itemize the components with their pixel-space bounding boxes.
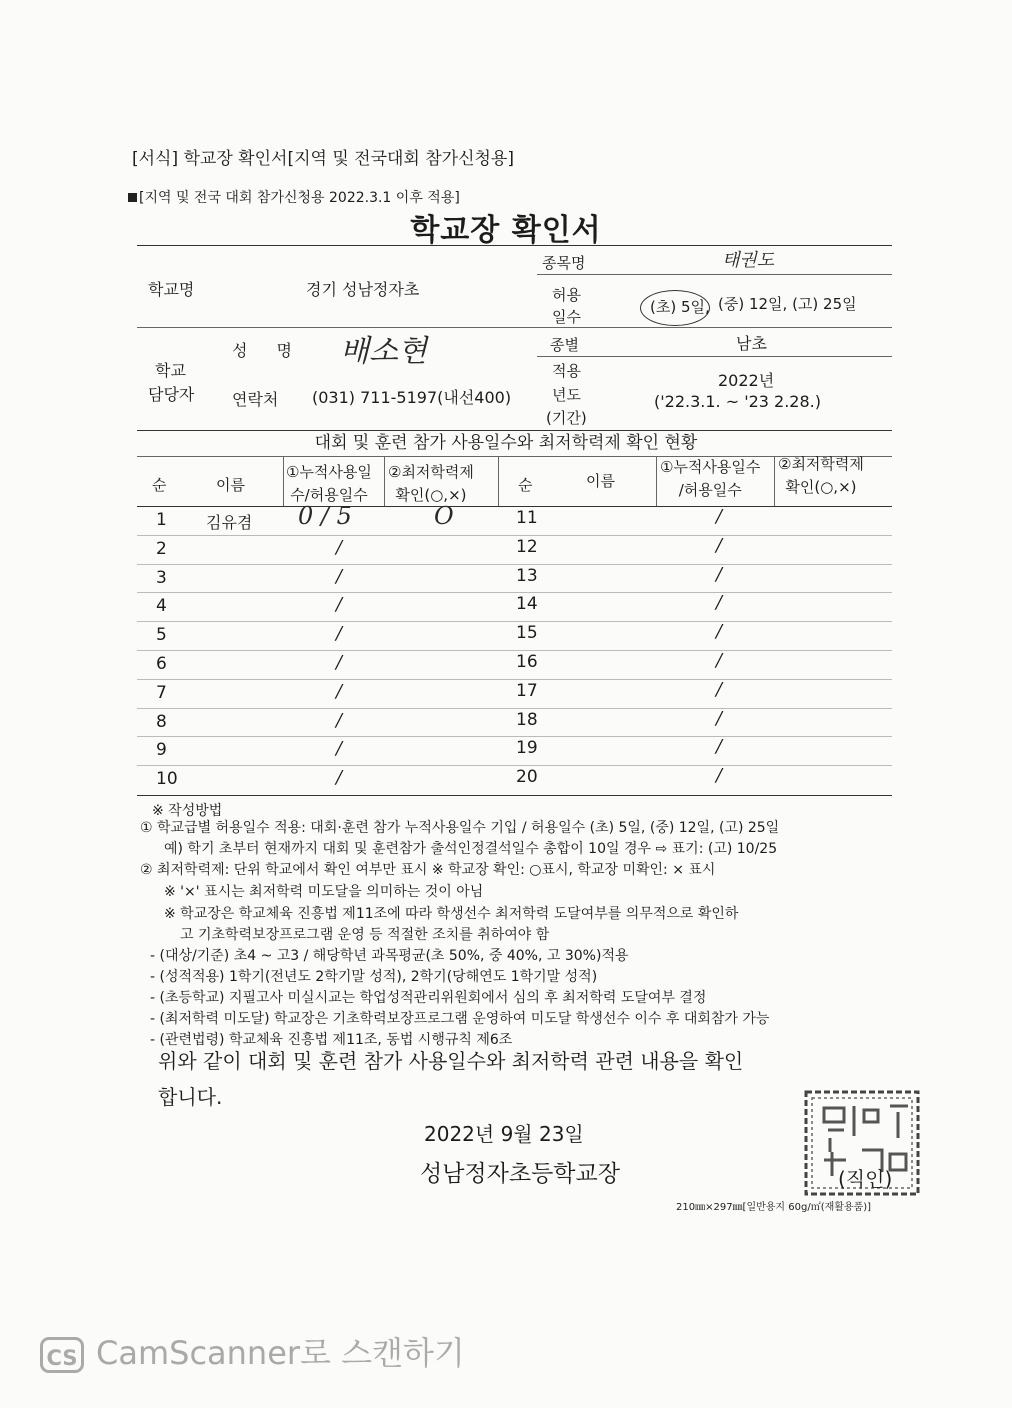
row-number-right: 13 [516,565,538,586]
row-days-right: / [716,678,723,700]
header-days-line2: 수/허용일수 [290,486,368,504]
row-divider [137,592,892,593]
column-separator [656,457,657,506]
row-divider [137,564,892,565]
watermark-text: CamScanner로 스캔하기 [96,1334,465,1372]
column-separator [283,457,284,506]
row-number: 8 [156,711,167,732]
row-days: / [336,594,343,616]
row-number-right: 20 [516,767,538,788]
note-line: 예) 학기 초부터 현재까지 대회 및 훈련참가 출석인정결석일수 총합이 10일 경우 ⇨ 표기: (고) 10/25 [164,841,778,857]
note-line: - (관련법령) 학교체육 진흥법 제11조, 동법 시행규칙 제6조 [150,1032,513,1048]
note-line: ② 최저학력제: 단위 학교에서 확인 여부만 표시 ※ 학교장 확인: ○표시, 학교장 미확인: × 표시 [140,862,716,878]
divider [137,795,892,796]
scanner-watermark [40,1328,465,1374]
row-divider [137,679,892,680]
divider [537,274,892,275]
category-value: 남초 [736,334,767,353]
row-number-right: 11 [516,508,538,528]
row-number-right: 16 [516,652,538,672]
header-check-line1: ②최저학력제 [388,463,474,481]
sport-label: 종목명 [542,254,586,272]
row-days: / [336,536,343,558]
square-bullet-icon [128,193,137,202]
header-days [286,461,372,507]
paper-spec: 210㎜×297㎜[일반용지 60g/㎡(재활용품)] [676,1202,872,1213]
allow-label-1: 허용 [552,286,581,304]
header-check-line2: 확인(○,×) [395,486,467,504]
row-number-right: 18 [516,709,538,730]
row-divider [137,535,892,536]
year-label-1: 적용 [552,362,581,380]
contact-value: (031) 711-5197(내선400) [312,388,512,407]
row-days-right: / [716,736,723,758]
row-days: 0 / 5 [298,502,352,530]
closing-line-1: 위와 같이 대회 및 훈련 참가 사용일수와 최저학력 관련 내용을 확인 [158,1049,744,1073]
contact-label: 연락처 [232,390,279,409]
row-days: / [336,709,343,731]
row-divider [137,650,892,651]
allow-label-2: 일수 [552,308,581,326]
row-days: / [336,652,343,673]
row-days-right: / [716,765,723,787]
note-line: ① 학교급별 허용일수 적용: 대회·훈련 참가 누적사용일수 기입 / 허용일수 (초) 5일, (중) 12일, (고) 25일 [140,820,780,836]
header-num: 순 [152,476,167,494]
notes-head: ※ 작성방법 [152,803,223,819]
closing-line-2: 합니다. [158,1085,223,1109]
divider [137,245,892,246]
row-days-right: / [716,563,723,585]
sport-value: 태권도 [722,250,775,271]
divider [137,327,892,328]
note-line: 고 기초학력보장프로그램 운영 등 적절한 조치를 취하여야 함 [180,927,550,943]
name-value: 배소현 [340,334,427,369]
note-line: - (대상/기준) 초4 ~ 고3 / 해당학년 과목평균(초 50%, 중 40%, 고 30%)적용 [150,948,629,964]
row-number-right: 14 [516,594,538,615]
row-number: 6 [156,654,167,674]
header-check-right-line1: ②최저학력제 [778,455,864,473]
row-days: / [336,767,343,789]
divider [537,356,892,357]
row-days-right: / [716,592,723,614]
header-num-right: 순 [518,476,533,494]
header-check-right-line2: 확인(○,×) [785,478,857,496]
row-days-right: / [716,621,723,643]
row-days-right: / [716,650,723,671]
year-label-3: (기간) [546,409,587,427]
row-divider [137,736,892,737]
row-days: / [336,738,343,760]
year-value: 2022년 [718,371,775,390]
column-separator [498,457,499,506]
note-line: - (성적적용) 1학기(전년도 2학기말 성적), 2학기(당해연도 1학기말 성적) [150,969,598,985]
row-days: / [336,680,343,702]
notice-line [128,187,460,207]
row-divider [137,621,892,622]
column-separator [384,457,385,506]
row-number: 2 [156,538,167,559]
header-days-right [660,456,760,502]
allow-rest: (중) 12일, (고) 25일 [718,295,857,313]
note-line: - (최저학력 미도달) 학교장은 기초학력보장프로그램 운영하여 미도달 학생선수 이수 후 대회참가 가능 [150,1011,770,1027]
note-line: ※ 학교장은 학교체육 진흥법 제11조에 따라 학생선수 최저학력 도달여부를 의무적으로 확인하 [164,906,739,922]
section-title: 대회 및 훈련 참가 사용일수와 최저학력제 확인 현황 [314,433,698,453]
form-label: [서식] 학교장 확인서[지역 및 전국대회 참가신청용] [132,149,514,169]
row-number-right: 19 [516,738,538,759]
school-value: 경기 성남정자초 [306,280,420,299]
column-separator [774,457,775,506]
row-number: 1 [156,510,167,530]
year-period: ('22.3.1. ~ '23 2.28.) [654,392,821,411]
header-name: 이름 [216,476,245,494]
row-number: 7 [156,682,167,703]
note-line: - (초등학교) 지필고사 미실시교는 학업성적관리위원회에서 심의 후 최저학력 도달여부 결정 [150,990,707,1006]
camscanner-logo-icon: CS [40,1337,84,1373]
staff-label-1: 학교 [155,361,186,380]
header-check-right [778,453,864,499]
notice-text: [지역 및 전국 대회 참가신청용 2022.3.1 이후 적용] [139,190,460,206]
row-days-right: / [716,506,723,527]
header-days-right-line2: /허용일수 [678,481,742,499]
header-name-right: 이름 [586,472,615,490]
row-days: / [336,623,343,645]
divider [137,506,892,507]
row-days-right: / [716,707,723,729]
row-divider [137,765,892,766]
row-number-right: 17 [516,680,538,701]
school-label: 학교명 [148,280,195,299]
row-number-right: 12 [516,536,538,557]
row-days-right: / [716,534,723,556]
row-number: 5 [156,625,167,646]
row-name: 김유겸 [206,513,253,532]
document-title: 학교장 확인서 [410,213,602,248]
principal-name: 성남정자초등학교장 [420,1161,620,1187]
seal-label: (직인) [838,1167,893,1191]
row-check: O [434,502,454,530]
year-label-2: 년도 [552,386,581,404]
allow-elem: (초) 5일, [650,298,710,316]
row-number: 3 [156,567,167,588]
row-number: 10 [156,769,178,790]
issue-date: 2022년 9월 23일 [424,1122,584,1146]
row-number-right: 15 [516,623,538,644]
header-check [388,461,474,507]
category-label: 종별 [550,336,579,354]
header-days-line1: ①누적사용일 [286,463,372,481]
row-number: 4 [156,596,167,617]
header-days-right-line1: ①누적사용일수 [660,458,761,476]
row-number: 9 [156,740,167,761]
row-days: / [336,565,343,587]
staff-label-2: 담당자 [148,385,195,404]
row-divider [137,708,892,709]
name-label: 성 명 [232,341,304,360]
note-line: ※ '×' 표시는 최저학력 미도달을 의미하는 것이 아님 [164,884,484,900]
